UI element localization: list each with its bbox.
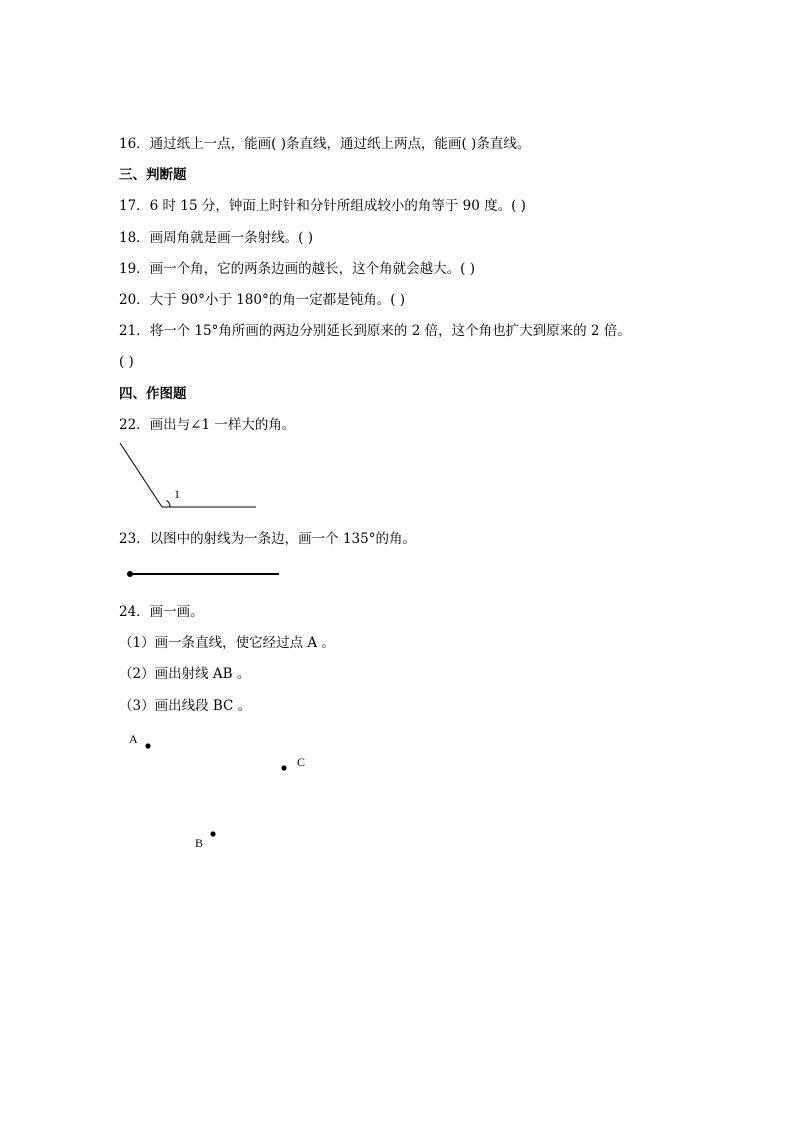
point-c-label: C bbox=[297, 755, 306, 769]
point-b-label: B bbox=[195, 836, 204, 850]
question-24-3: （3）画出线段 BC 。 bbox=[119, 698, 252, 714]
angle-1-slanted-ray bbox=[120, 443, 162, 507]
question-22: 22．画出与∠1 一样大的角。 bbox=[119, 417, 296, 433]
question-23: 23．以图中的射线为一条边，画一个 135°的角。 bbox=[119, 531, 416, 547]
point-b bbox=[210, 831, 215, 836]
question-17: 17．6 时 15 分，钟面上时针和分针所组成较小的角等于 90 度。( ) bbox=[119, 198, 526, 214]
angle-1-label: 1 bbox=[174, 487, 180, 501]
ray-endpoint bbox=[127, 571, 133, 577]
question-24: 24．画一画。 bbox=[119, 604, 204, 620]
point-a bbox=[145, 743, 150, 748]
question-18: 18．画周角就是画一条射线。( ) bbox=[119, 230, 314, 246]
question-19: 19．画一个角，它的两条边画的越长，这个角就会越大。( ) bbox=[119, 261, 476, 277]
question-24-2: （2）画出射线 AB 。 bbox=[119, 666, 251, 682]
section-4-heading: 四、作图题 bbox=[119, 386, 187, 402]
question-21-blank: ( ) bbox=[119, 354, 134, 370]
angle-1-arc bbox=[166, 500, 170, 507]
section-3-heading: 三、判断题 bbox=[119, 167, 187, 183]
point-c bbox=[281, 765, 286, 770]
question-24-1: （1）画一条直线，使它经过点 A 。 bbox=[119, 635, 335, 651]
question-21: 21．将一个 15°角所画的两边分别延长到原来的 2 倍，这个角也扩大到原来的 2 倍。 bbox=[119, 323, 631, 339]
question-20: 20．大于 90°小于 180°的角一定都是钝角。( ) bbox=[119, 292, 406, 308]
question-16: 16．通过纸上一点，能画( )条直线，通过纸上两点，能画( )条直线。 bbox=[119, 136, 531, 152]
point-a-label: A bbox=[129, 732, 138, 746]
